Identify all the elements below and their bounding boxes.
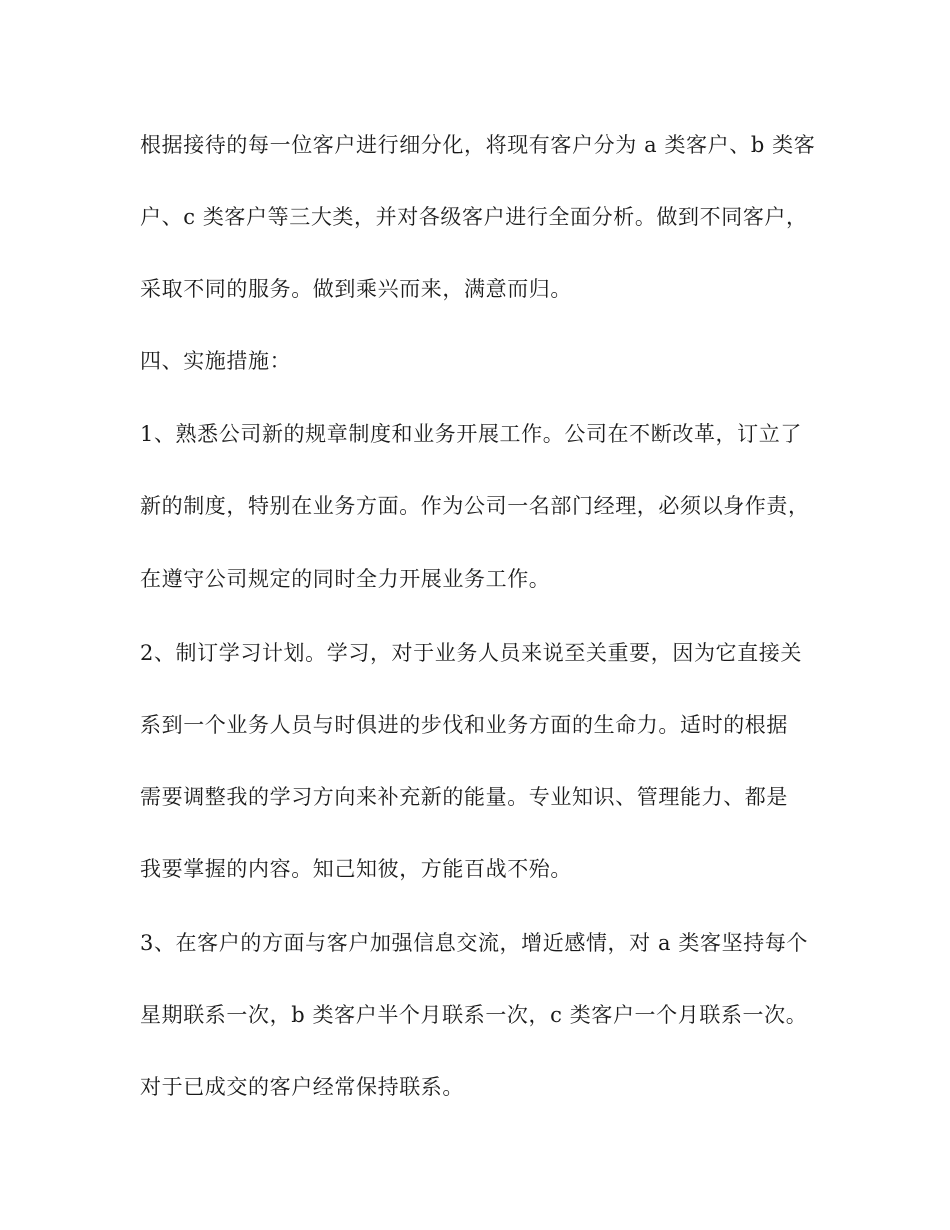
paragraph-line: 采取不同的服务。做到乘兴而来，满意而归。 (140, 277, 572, 301)
paragraph-line: 户、c 类客户等三大类，并对各级客户进行全面分析。做到不同客户， (140, 205, 808, 229)
paragraph-line: 对于已成交的客户经常保持联系。 (140, 1075, 464, 1099)
paragraph-line: 星期联系一次，b 类客户半个月联系一次，c 类客户一个月联系一次。 (140, 1003, 808, 1027)
paragraph-line: 在遵守公司规定的同时全力开展业务工作。 (140, 567, 551, 591)
paragraph-line: 需要调整我的学习方向来补充新的能量。专业知识、管理能力、都是 (140, 785, 788, 809)
paragraph-line: 我要掌握的内容。知己知彼，方能百战不殆。 (140, 857, 572, 881)
paragraph-line: 系到一个业务人员与时俱进的步伐和业务方面的生命力。适时的根据 (140, 713, 788, 737)
section-heading: 四、实施措施： (140, 349, 292, 373)
paragraph-line: 根据接待的每一位客户进行细分化，将现有客户分为 a 类客户、b 类客 (140, 133, 816, 157)
paragraph-line: 2、制订学习计划。学习，对于业务人员来说至关重要，因为它直接关 (140, 641, 802, 665)
paragraph-line: 3、在客户的方面与客户加强信息交流，增近感情，对 a 类客坚持每个 (140, 931, 809, 955)
paragraph-line: 新的制度，特别在业务方面。作为公司一名部门经理，必须以身作责， (140, 494, 810, 518)
paragraph-line: 1、熟悉公司新的规章制度和业务开展工作。公司在不断改革，订立了 (140, 422, 802, 446)
